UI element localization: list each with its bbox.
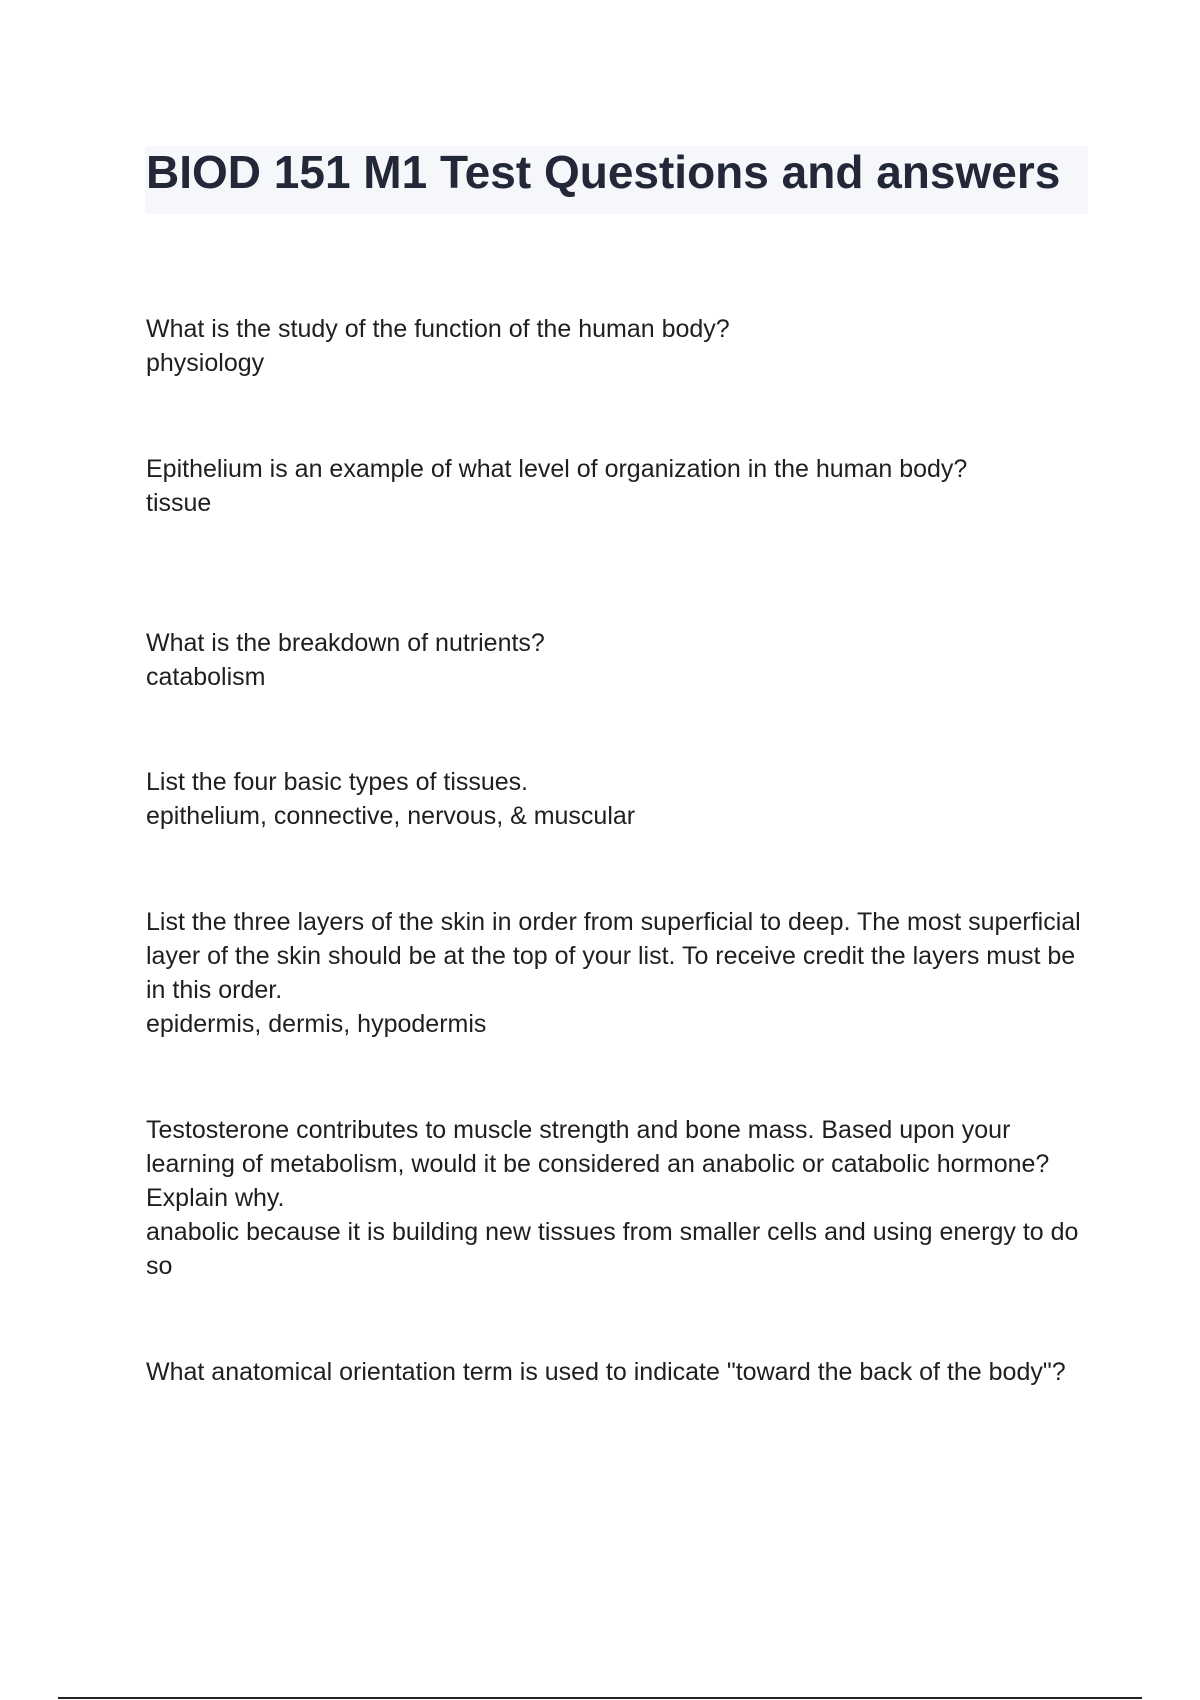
qa-item-1 <box>146 312 1096 380</box>
qa-item-3 <box>146 626 1096 694</box>
question-text: What anatomical orientation term is used to indicate "toward the back of the body"? <box>146 1358 1066 1386</box>
answer-text: catabolism <box>146 663 266 691</box>
qa-item-6 <box>146 1113 1096 1283</box>
answer-text: epidermis, dermis, hypodermis <box>146 1010 487 1038</box>
question-text: What is the study of the function of the human body? <box>146 315 730 343</box>
question-text: List the three layers of the skin in order from superficial to deep. The most superficial layer of the skin should be at the top of your list. To receive credit the layers must be in this order. <box>146 908 1081 1004</box>
answer-text: epithelium, connective, nervous, & muscular <box>146 802 636 830</box>
qa-item-4 <box>146 765 1096 833</box>
page-bottom-divider <box>58 1697 1142 1699</box>
answer-text: physiology <box>146 349 265 377</box>
question-text: List the four basic types of tissues. <box>146 768 529 796</box>
qa-item-2 <box>146 452 1096 520</box>
question-text: Testosterone contributes to muscle strength and bone mass. Based upon your learning of metabolism, would it be considered an anabolic or catabolic hormone? Explain why. <box>146 1116 1050 1212</box>
answer-text: tissue <box>146 489 212 517</box>
document-title: BIOD 151 M1 Test Questions and answers <box>146 146 1061 198</box>
answer-text: anabolic because it is building new tissues from smaller cells and using energy to do so <box>146 1218 1079 1280</box>
question-text: Epithelium is an example of what level of organization in the human body? <box>146 455 968 483</box>
qa-item-5 <box>146 905 1096 1041</box>
question-text: What is the breakdown of nutrients? <box>146 629 545 657</box>
qa-item-7 <box>146 1355 1096 1389</box>
